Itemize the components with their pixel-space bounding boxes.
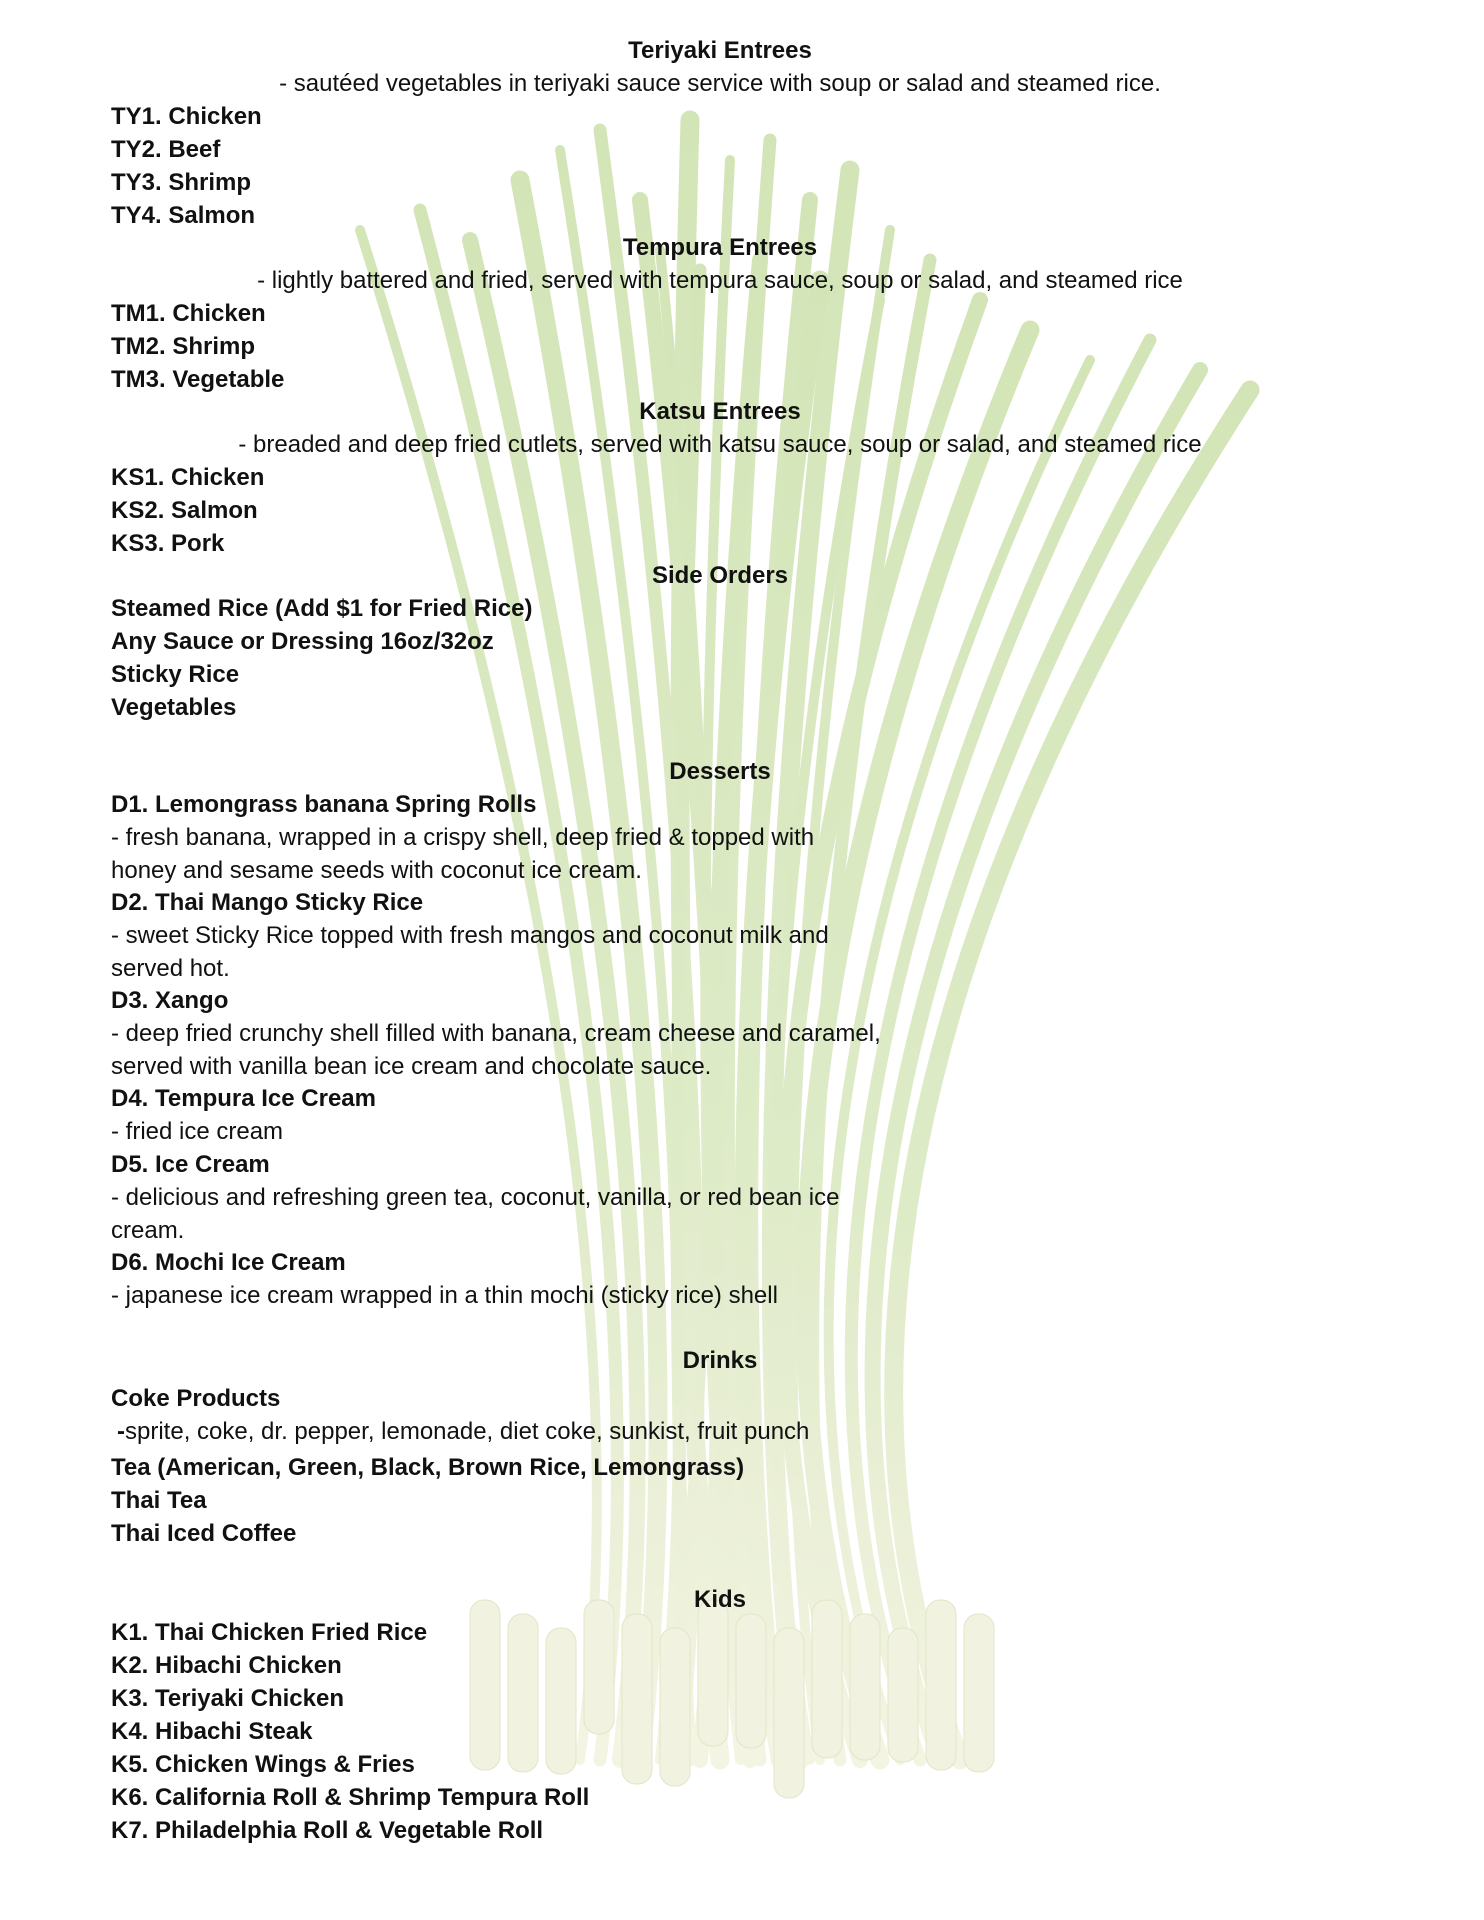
sides-section-title: Side Orders	[651, 562, 789, 589]
dessert-name: D2. Thai Mango Sticky Rice	[111, 889, 424, 916]
dessert-description: - fried ice cream	[111, 1118, 284, 1145]
katsu-description: - breaded and deep fried cutlets, served with katsu sauce, soup or salad, and steamed rice	[238, 431, 1202, 458]
tempura-section-title: Tempura Entrees	[622, 234, 818, 261]
menu-item: Steamed Rice (Add $1 for Fried Rice)	[111, 595, 533, 622]
menu-item: TM1. Chicken	[111, 300, 266, 327]
teriyaki-section-title: Teriyaki Entrees	[628, 37, 812, 64]
menu-item: TY2. Beef	[111, 136, 221, 163]
menu-item: TY3. Shrimp	[111, 169, 252, 196]
drinks-section-title: Drinks	[682, 1347, 758, 1374]
menu-item: K5. Chicken Wings & Fries	[111, 1751, 415, 1778]
dessert-name: D3. Xango	[111, 987, 229, 1014]
drink-name: Thai Iced Coffee	[111, 1520, 297, 1547]
dash-mark: -	[117, 1418, 125, 1445]
menu-item: K3. Teriyaki Chicken	[111, 1685, 344, 1712]
menu-item: KS1. Chicken	[111, 464, 265, 491]
dessert-description: served hot.	[111, 955, 230, 982]
tempura-description: - lightly battered and fried, served with tempura sauce, soup or salad, and steamed rice	[257, 267, 1183, 294]
menu-item: K7. Philadelphia Roll & Vegetable Roll	[111, 1817, 544, 1844]
dessert-description: - deep fried crunchy shell filled with banana, cream cheese and caramel,	[111, 1020, 881, 1047]
dessert-name: D1. Lemongrass banana Spring Rolls	[111, 791, 537, 818]
drink-name: Coke Products	[111, 1385, 281, 1412]
katsu-section-title: Katsu Entrees	[639, 398, 801, 425]
dessert-name: D5. Ice Cream	[111, 1151, 270, 1178]
menu-item: TM2. Shrimp	[111, 333, 256, 360]
menu-item: Sticky Rice	[111, 661, 240, 688]
dessert-description: - japanese ice cream wrapped in a thin mochi (sticky rice) shell	[111, 1282, 778, 1309]
dessert-description: - delicious and refreshing green tea, coconut, vanilla, or red bean ice	[111, 1184, 840, 1211]
dessert-name: D4. Tempura Ice Cream	[111, 1085, 376, 1112]
menu-item: TY4. Salmon	[111, 202, 256, 229]
drink-name: Tea (American, Green, Black, Brown Rice, Lemongrass)	[111, 1454, 745, 1481]
menu-item: K4. Hibachi Steak	[111, 1718, 313, 1745]
menu-item: KS3. Pork	[111, 530, 225, 557]
dessert-description: - sweet Sticky Rice topped with fresh mangos and coconut milk and	[111, 922, 829, 949]
desserts-section-title: Desserts	[669, 758, 771, 785]
menu-item: K2. Hibachi Chicken	[111, 1652, 342, 1679]
dessert-description: - fresh banana, wrapped in a crispy shell, deep fried & topped with	[111, 824, 815, 851]
menu-item: KS2. Salmon	[111, 497, 258, 524]
drink-name: Thai Tea	[111, 1487, 207, 1514]
dessert-description: served with vanilla bean ice cream and chocolate sauce.	[111, 1053, 712, 1080]
menu-item: Any Sauce or Dressing 16oz/32oz	[111, 628, 494, 655]
menu-item: Vegetables	[111, 694, 237, 721]
dessert-name: D6. Mochi Ice Cream	[111, 1249, 346, 1276]
menu-item: K6. California Roll & Shrimp Tempura Roll	[111, 1784, 590, 1811]
dessert-description: cream.	[111, 1217, 185, 1244]
kids-section-title: Kids	[693, 1586, 746, 1613]
drink-description	[111, 1417, 809, 1447]
menu-item: K1. Thai Chicken Fried Rice	[111, 1619, 428, 1646]
menu-item: TY1. Chicken	[111, 103, 262, 130]
teriyaki-description: - sautéed vegetables in teriyaki sauce service with soup or salad and steamed rice.	[279, 70, 1161, 97]
drink-description-text: sprite, coke, dr. pepper, lemonade, diet coke, sunkist, fruit punch	[125, 1418, 810, 1445]
dessert-description: honey and sesame seeds with coconut ice cream.	[111, 857, 642, 884]
menu-item: TM3. Vegetable	[111, 366, 285, 393]
